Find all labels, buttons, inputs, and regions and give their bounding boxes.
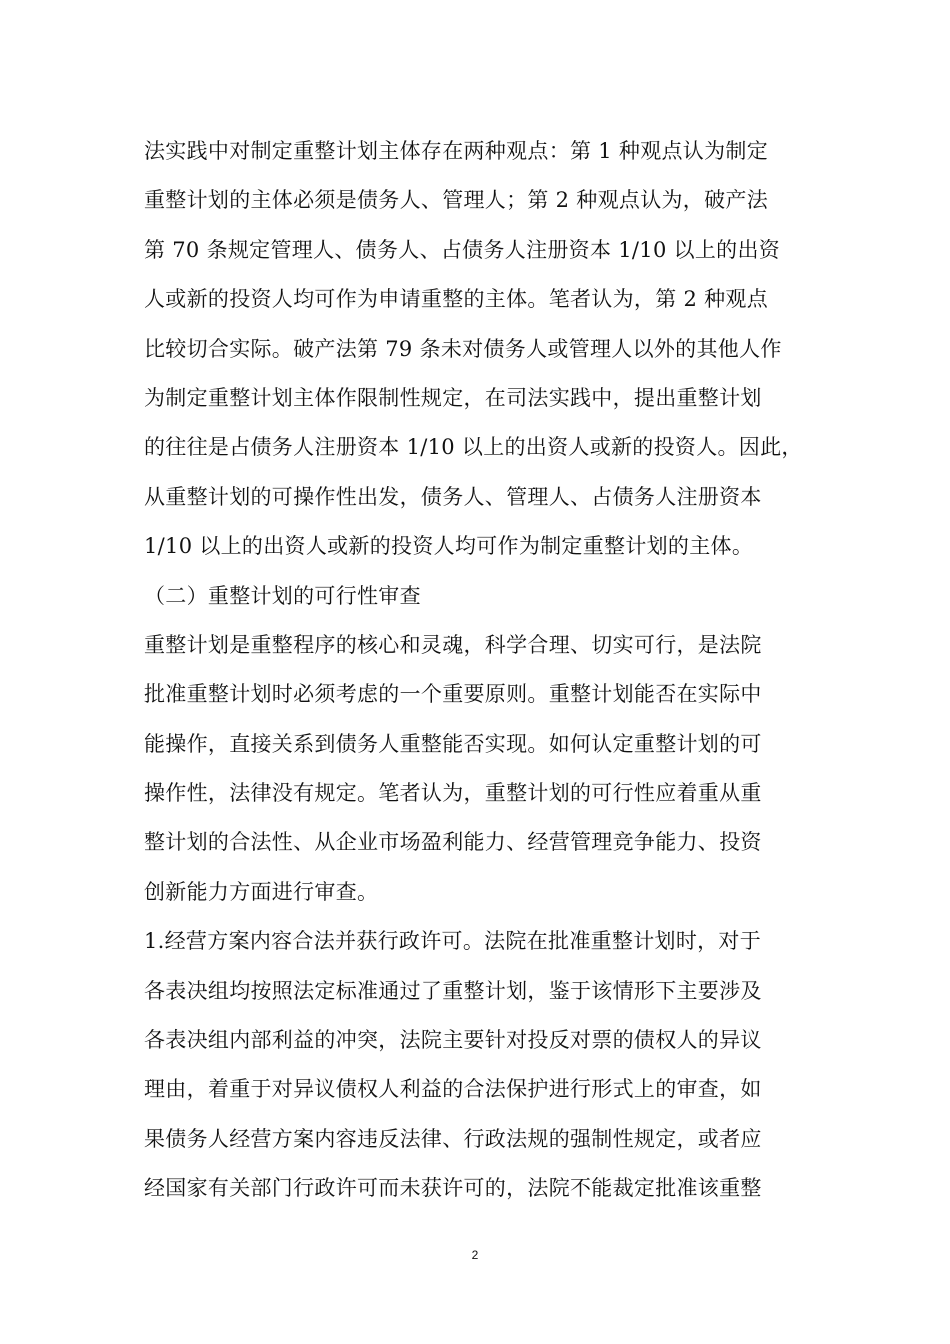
text-line: 创新能力方面进行审查。 [144, 879, 379, 904]
text-line: 的往往是占债务人注册资本 1/10 以上的出资人或新的投资人。因此， [144, 435, 803, 460]
section-heading: （二）重整计划的可行性审查 [144, 583, 421, 608]
text-line: 各表决组均按照法定标准通过了重整计划，鉴于该情形下主要涉及 [144, 978, 762, 1003]
text-line: 操作性，法律没有规定。笔者认为，重整计划的可行性应着重从重 [144, 781, 762, 806]
text-line: 比较切合实际。破产法第 79 条未对债务人或管理人以外的其他人作 [144, 336, 782, 361]
text-line: 人或新的投资人均可作为申请重整的主体。笔者认为，第 2 种观点 [144, 287, 769, 312]
body-text [144, 127, 824, 1214]
page-number: 2 [471, 1248, 479, 1262]
text-line: 能操作，直接关系到债务人重整能否实现。如何认定重整计划的可 [144, 731, 762, 756]
text-line: 各表决组内部利益的冲突，法院主要针对投反对票的债权人的异议 [144, 1028, 762, 1053]
text-line: 重整计划是重整程序的核心和灵魂，科学合理、切实可行，是法院 [144, 632, 762, 657]
text-line: 果债务人经营方案内容违反法律、行政法规的强制性规定，或者应 [144, 1126, 762, 1151]
text-line: 为制定重整计划主体作限制性规定，在司法实践中，提出重整计划 [144, 385, 762, 410]
text-line: 整计划的合法性、从企业市场盈利能力、经营管理竞争能力、投资 [144, 830, 762, 855]
text-line: 第 70 条规定管理人、债务人、占债务人注册资本 1/10 以上的出资 [144, 237, 781, 262]
text-line: 从重整计划的可操作性出发，债务人、管理人、占债务人注册资本 [144, 484, 762, 509]
text-line: 经国家有关部门行政许可而未获许可的，法院不能裁定批准该重整 [144, 1176, 762, 1201]
text-line: 批准重整计划时必须考虑的一个重要原则。重整计划能否在实际中 [144, 682, 762, 707]
text-line: 法实践中对制定重整计划主体存在两种观点：第 1 种观点认为制定 [144, 139, 769, 163]
text-line: 重整计划的主体必须是债务人、管理人；第 2 种观点认为，破产法 [144, 188, 769, 213]
text-line: 理由，着重于对异议债权人利益的合法保护进行形式上的审查，如 [144, 1077, 762, 1102]
text-line: 1/10 以上的出资人或新的投资人均可作为制定重整计划的主体。 [144, 534, 754, 559]
text-line: 1.经营方案内容合法并获行政许可。法院在批准重整计划时，对于 [144, 929, 762, 954]
